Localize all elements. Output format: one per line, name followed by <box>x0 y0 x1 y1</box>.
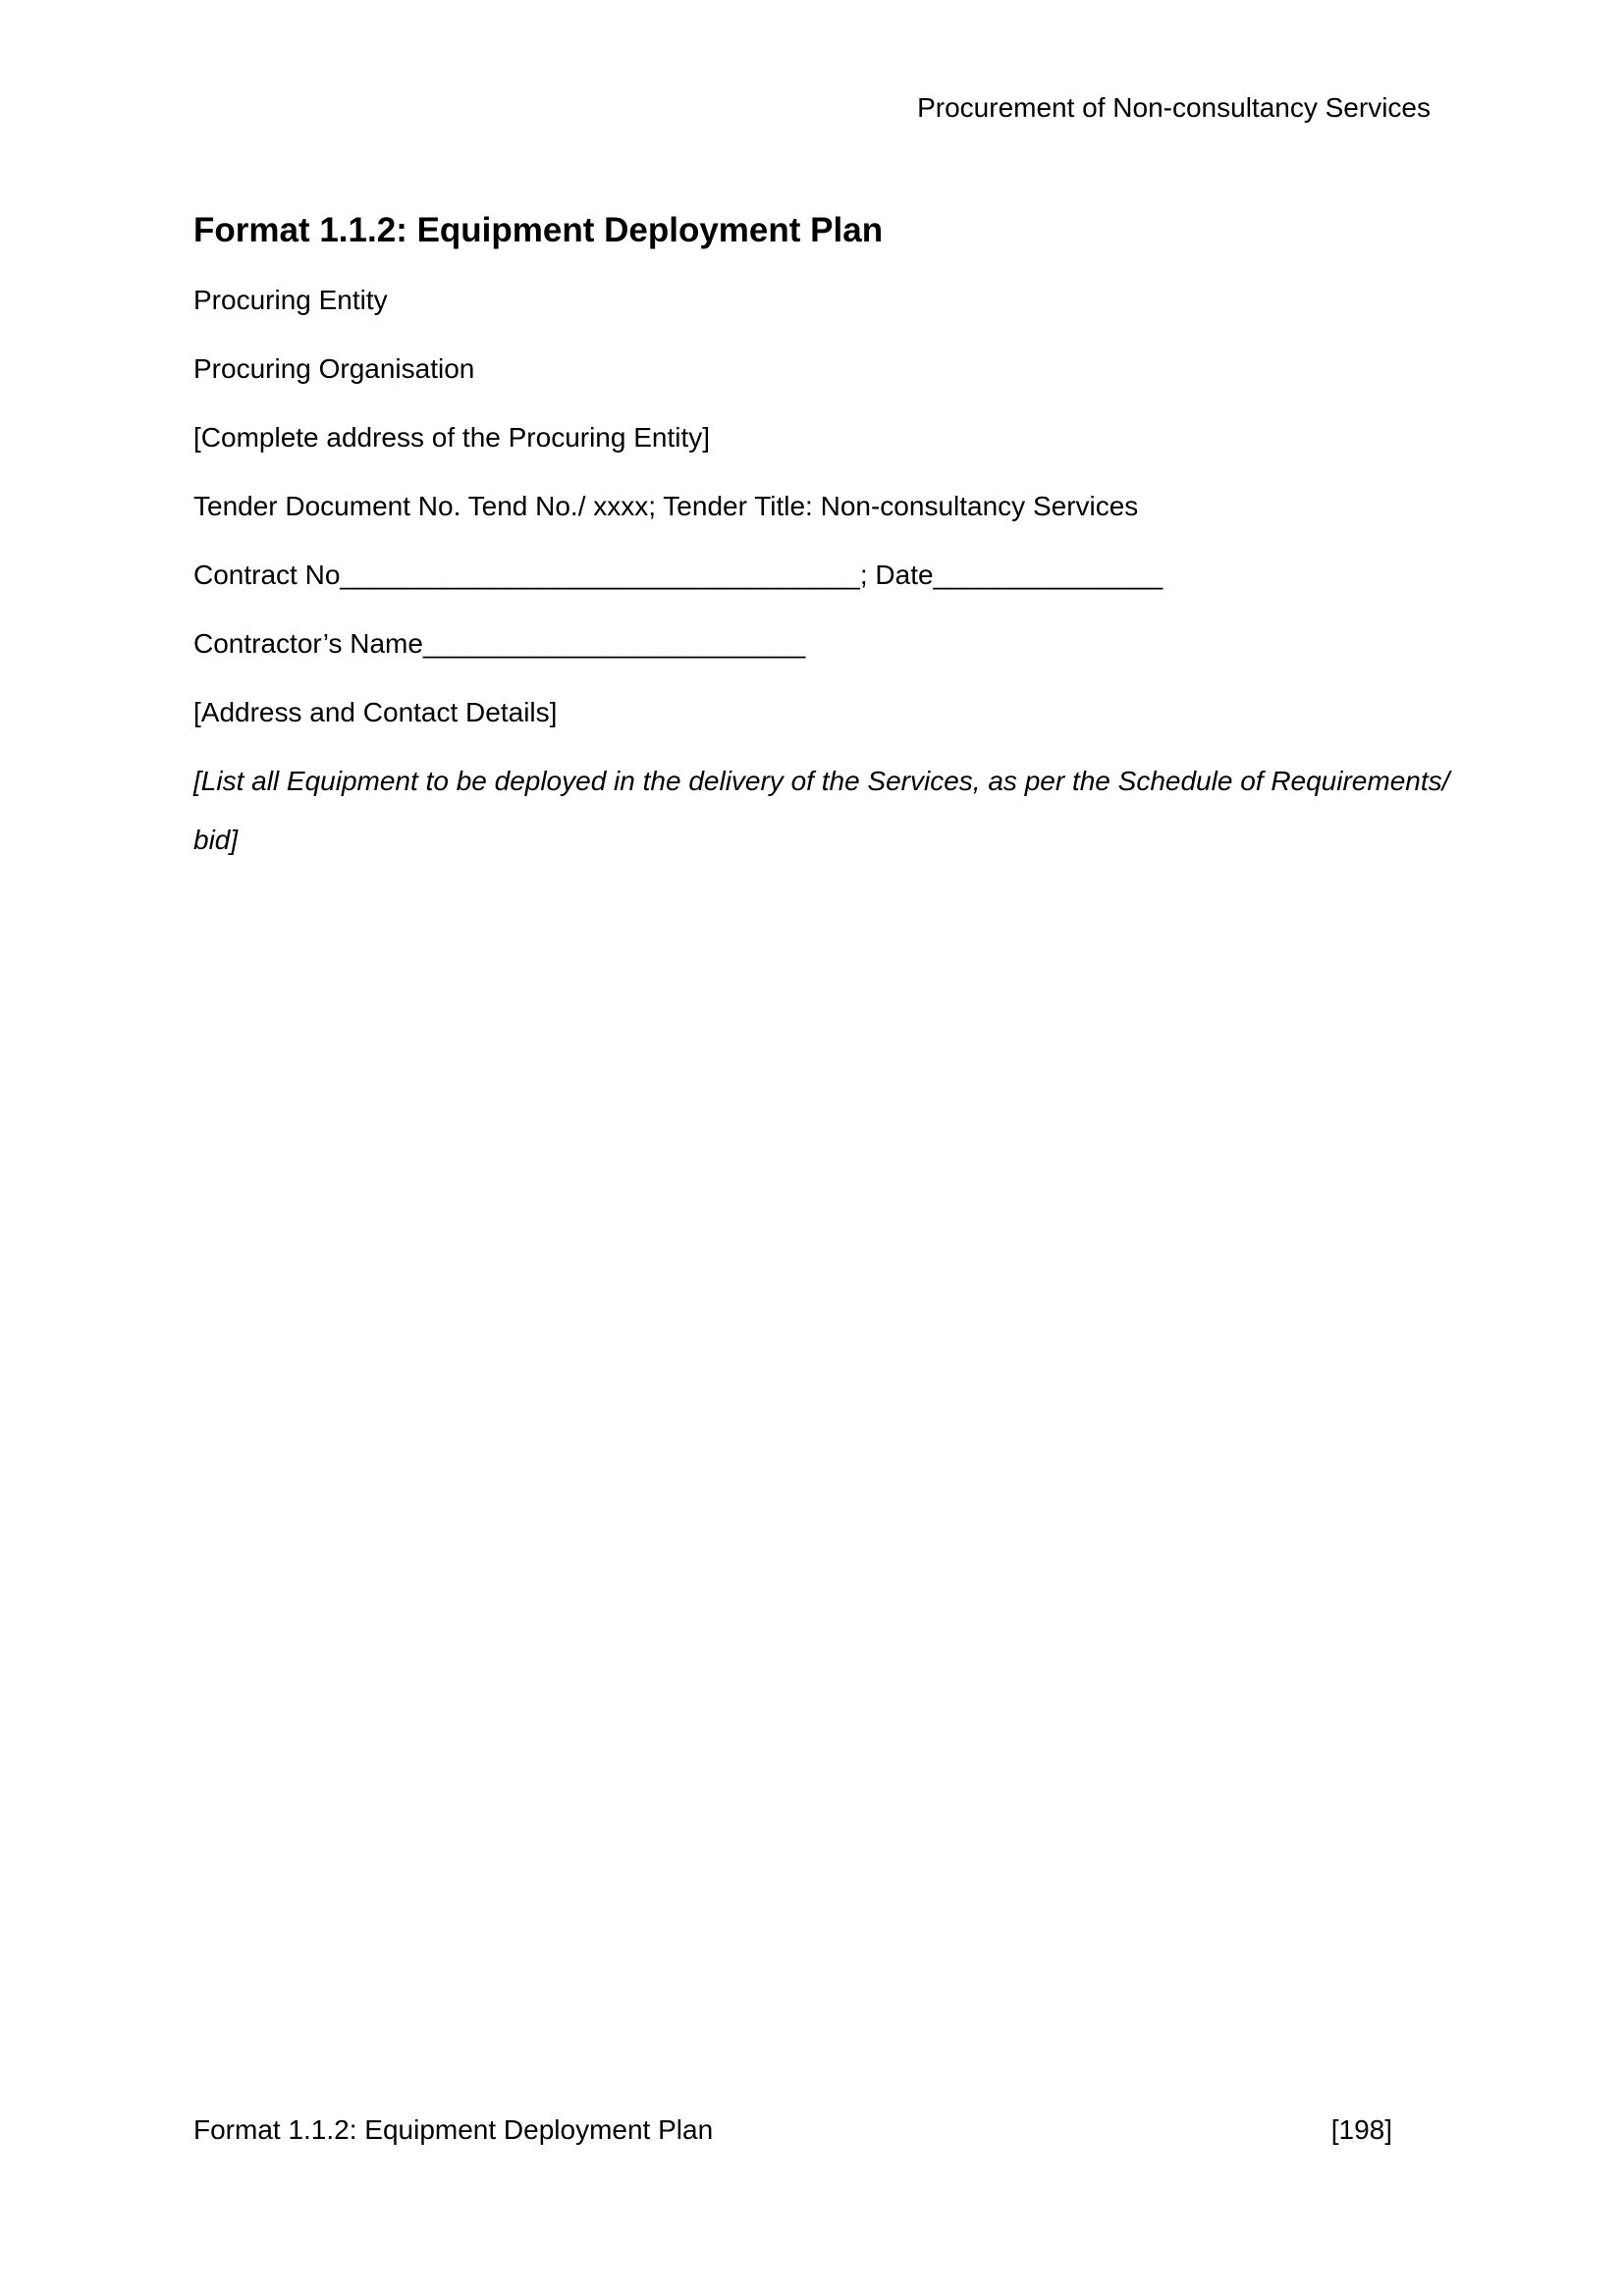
page-header: Procurement of Non-consultancy Services <box>917 92 1431 123</box>
tender-document-line: Tender Document No. Tend No./ xxxx; Tender Title: Non-consultancy Services <box>193 491 1139 521</box>
page-footer <box>193 2110 1431 2150</box>
address-contact-placeholder: [Address and Contact Details] <box>193 697 558 727</box>
footer-page-number: [198] <box>1330 2114 1392 2145</box>
contract-no-date-line: Contract No__________________________________; Date_______________ <box>193 560 1164 590</box>
equipment-list-instruction-line2: bid] <box>193 825 239 855</box>
equipment-list-instruction-line1: [List all Equipment to be deployed in the delivery of the Services, as per the Schedule of Requirements/ <box>193 766 1450 796</box>
contractor-name-line: Contractor’s Name_________________________ <box>193 628 806 659</box>
procuring-entity-line: Procuring Entity <box>193 285 388 315</box>
document-title: Format 1.1.2: Equipment Deployment Plan <box>193 211 884 249</box>
footer-title: Format 1.1.2: Equipment Deployment Plan <box>193 2114 714 2145</box>
document-body <box>193 281 1450 889</box>
equipment-list-instruction <box>193 762 1450 860</box>
procuring-organisation-line: Procuring Organisation <box>193 353 475 384</box>
procuring-entity-address-placeholder: [Complete address of the Procuring Entity] <box>193 422 711 453</box>
